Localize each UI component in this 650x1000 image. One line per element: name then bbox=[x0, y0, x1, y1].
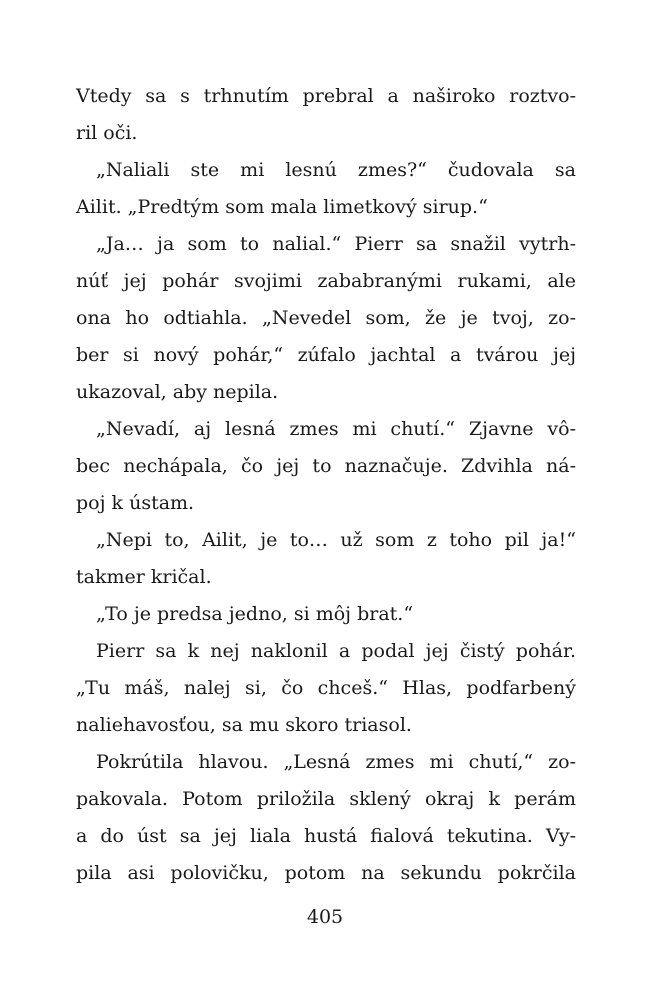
text-line: núť jej pohár svojimi zababranými rukami, ale bbox=[76, 270, 576, 292]
text-line: takmer kričal. bbox=[76, 566, 212, 588]
text-line: „Naliali ste mi lesnú zmes?“ čudovala sa bbox=[96, 159, 576, 181]
text-line: Pokrútila hlavou. „Lesná zmes mi chutí,“ zo- bbox=[96, 751, 576, 773]
text-line: „Tu máš, nalej si, čo chceš.“ Hlas, podfarbený bbox=[76, 677, 576, 699]
page-number: 405 bbox=[306, 906, 344, 928]
text-line: Pierr sa k nej naklonil a podal jej čistý pohár. bbox=[96, 640, 576, 662]
text-line: Vtedy sa s trhnutím prebral a naširoko roztvo- bbox=[76, 85, 576, 107]
body-text bbox=[76, 78, 576, 892]
text-line: „Ja… ja som to nalial.“ Pierr sa snažil vytrh- bbox=[96, 233, 576, 255]
text-line: ril oči. bbox=[76, 122, 138, 144]
text-line: ukazoval, aby nepila. bbox=[76, 381, 279, 403]
text-line: Ailit. „Predtým som mala limetkový sirup.“ bbox=[76, 196, 488, 218]
text-line: „To je predsa jedno, si môj brat.“ bbox=[96, 603, 414, 625]
text-line: a do úst sa jej liala hustá fialová tekutina. Vy- bbox=[76, 825, 576, 847]
text-line: ber si nový pohár,“ zúfalo jachtal a tvárou jej bbox=[76, 344, 576, 366]
text-line: ona ho odtiahla. „Nevedel som, že je tvoj, zo- bbox=[76, 307, 576, 329]
text-line: pila asi polovičku, potom na sekundu pokrčila bbox=[76, 862, 576, 884]
text-line: poj k ústam. bbox=[76, 492, 195, 514]
text-line: naliehavosťou, sa mu skoro triasol. bbox=[76, 714, 412, 736]
text-line: bec nechápala, čo jej to naznačuje. Zdvihla ná- bbox=[76, 455, 576, 477]
text-line: pakovala. Potom priložila sklený okraj k perám bbox=[76, 788, 576, 810]
text-line: „Nevadí, aj lesná zmes mi chutí.“ Zjavne vô- bbox=[96, 418, 576, 440]
text-line: „Nepi to, Ailit, je to… už som z toho pil ja!“ bbox=[96, 529, 576, 551]
